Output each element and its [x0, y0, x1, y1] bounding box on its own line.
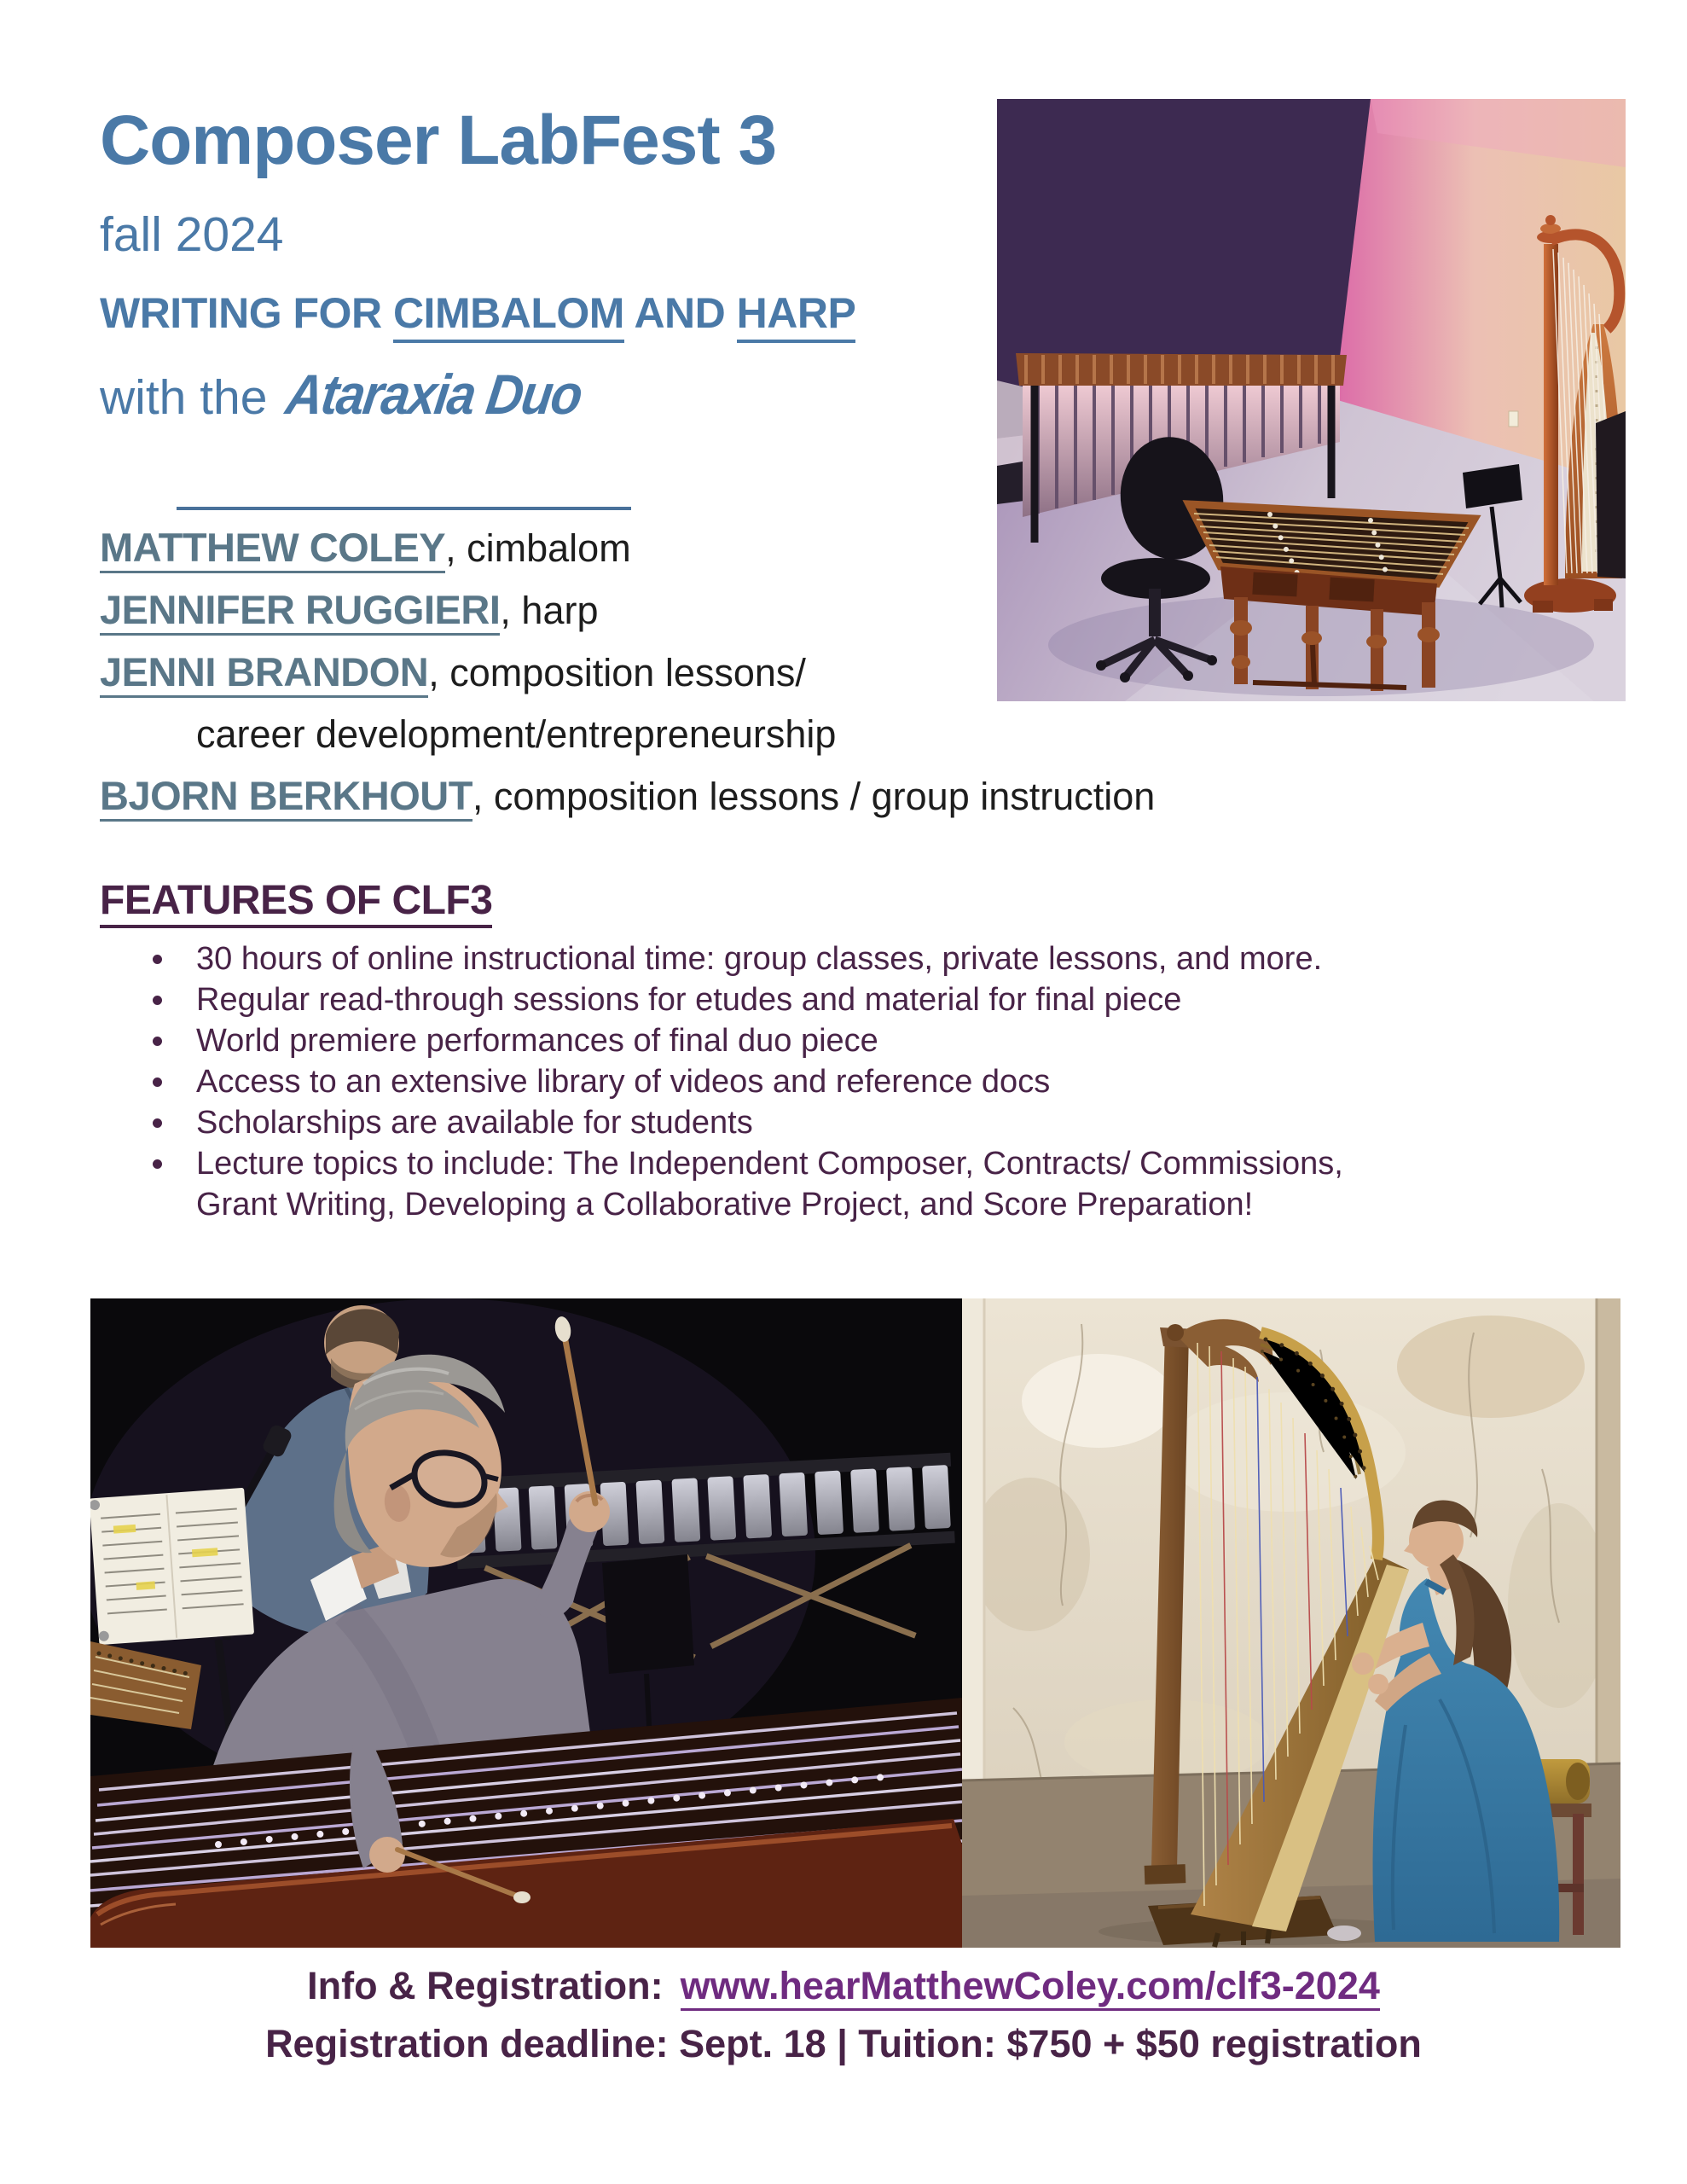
course-heading — [100, 288, 855, 338]
feature-item: 30 hours of online instructional time: group classes, private lessons, and more. — [100, 938, 1396, 979]
shoe — [1327, 1926, 1361, 1941]
season-subtitle: fall 2024 — [100, 207, 284, 262]
feature-item: Lecture topics to include: The Independent Composer, Contracts/ Commissions, Grant Writing, Developing a Collaborative Project, and Score Preparation! — [100, 1143, 1396, 1225]
harpist-photo — [962, 1298, 1620, 1948]
info-label: Info & Registration: — [307, 1964, 664, 2007]
feature-item: Regular read-through sessions for etudes and material for final piece — [100, 979, 1396, 1020]
glasses — [415, 1453, 484, 1505]
with-the-text: with the — [100, 370, 268, 425]
hand — [1352, 1653, 1374, 1675]
course-prefix: WRITING FOR — [100, 289, 393, 337]
faculty-row-bjorn-berkhout — [100, 765, 1155, 828]
hand — [1368, 1674, 1388, 1694]
sheet-music — [90, 1488, 254, 1645]
faculty-name: BJORN BERKHOUT — [100, 773, 472, 822]
faculty-name: MATTHEW COLEY — [100, 525, 445, 573]
ataraxia-duo-name: Ataraxia Duo — [282, 363, 586, 426]
faculty-role-continuation: career development/entrepreneurship — [196, 712, 837, 756]
page-title: Composer LabFest 3 — [100, 102, 777, 179]
with-the-line — [100, 362, 610, 427]
harp-underlined: HARP — [737, 289, 856, 343]
faculty-role: , composition lessons/ — [428, 651, 806, 694]
faculty-name: JENNI BRANDON — [100, 649, 428, 698]
feature-item: Scholarships are available for students — [100, 1102, 1396, 1143]
deadline-tuition-line: Registration deadline: Sept. 18 | Tuition: $750 + $50 registration — [265, 2022, 1422, 2065]
cimbalom-underlined: CIMBALOM — [393, 289, 624, 343]
stage-photo — [997, 99, 1626, 701]
feature-item: World premiere performances of final duo piece — [100, 1020, 1396, 1061]
faculty-name: JENNIFER RUGGIERI — [100, 587, 500, 636]
feature-item: Access to an extensive library of videos and reference docs — [100, 1061, 1396, 1102]
info-registration-line — [0, 1964, 1687, 2008]
registration-url-link[interactable]: www.hearMatthewColey.com/clf3-2024 — [681, 1964, 1380, 2011]
faculty-role: , harp — [500, 589, 599, 632]
course-conj: AND — [623, 289, 737, 337]
harpist-illustration — [962, 1298, 1620, 1948]
section-divider — [177, 507, 631, 510]
faculty-role: , cimbalom — [445, 526, 631, 570]
cimbalom-performer-illustration — [90, 1298, 962, 1948]
features-list — [100, 938, 1396, 1225]
features-heading: FEATURES OF CLF3 — [100, 877, 492, 924]
cimbalom-performer-photo — [90, 1298, 962, 1948]
stage-photo-illustration — [997, 99, 1626, 701]
fist — [569, 1491, 610, 1532]
stage-gear — [1596, 411, 1626, 578]
faculty-role: , composition lessons / group instruction — [472, 775, 1156, 818]
wall-outlet — [1509, 411, 1518, 427]
